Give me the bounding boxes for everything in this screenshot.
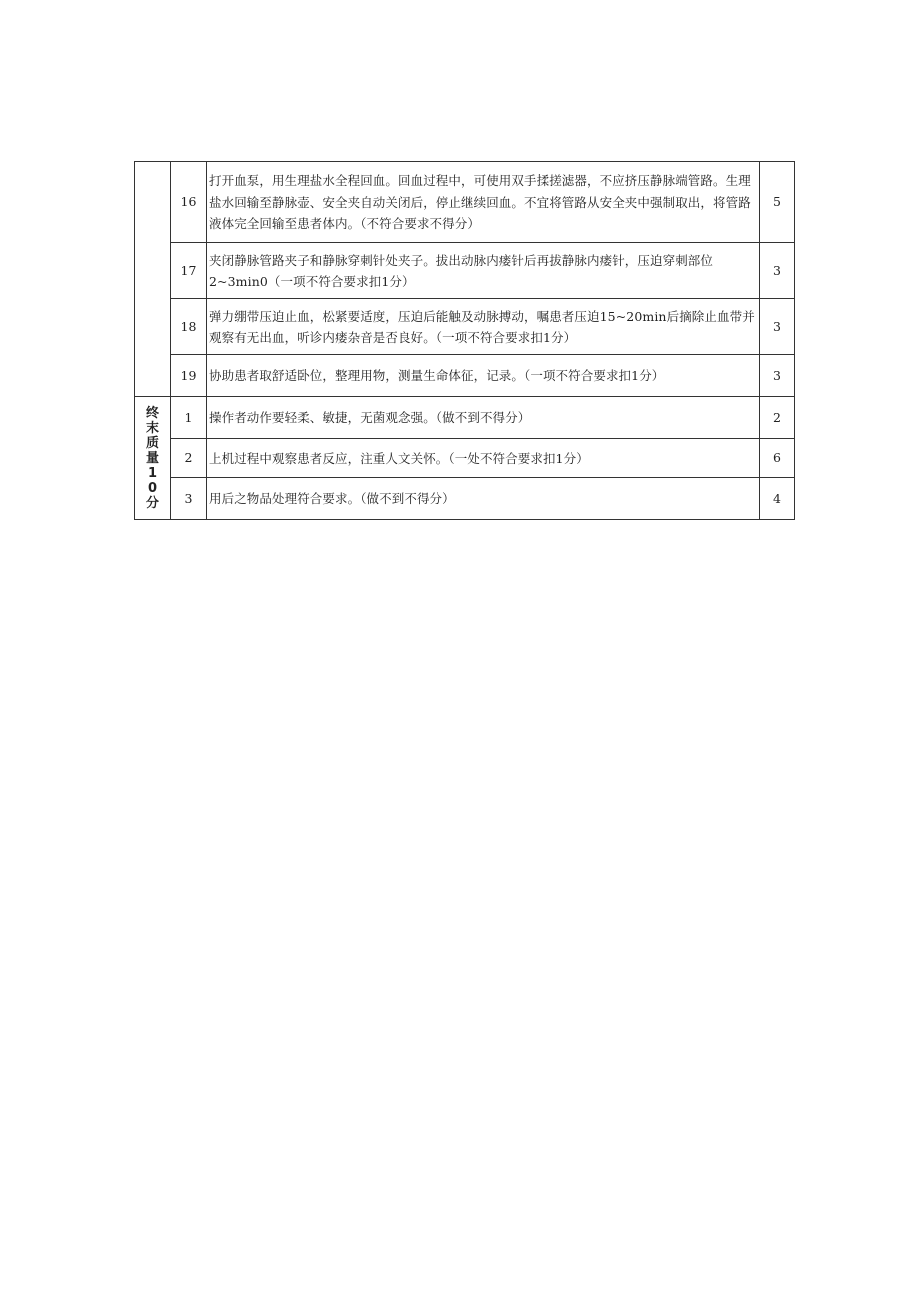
- item-description: 协助患者取舒适卧位，整理用物，测量生命体征，记录。（一项不符合要求扣1分）: [207, 355, 760, 397]
- table-row: [135, 478, 795, 520]
- item-description: 夹闭静脉管路夹子和静脉穿刺针处夹子。拔出动脉内瘘针后再拔静脉内瘘针，压迫穿刺部位2~3min0（一项不符合要求扣1分）: [207, 243, 760, 299]
- process-category-cell: [135, 162, 171, 397]
- item-score: 5: [760, 162, 795, 243]
- scoring-table: [134, 161, 795, 520]
- item-score: 6: [760, 439, 795, 478]
- item-number: 1: [171, 397, 207, 439]
- table-row: [135, 162, 795, 243]
- table-row: [135, 355, 795, 397]
- item-number: 17: [171, 243, 207, 299]
- item-number: 16: [171, 162, 207, 243]
- item-score: 3: [760, 299, 795, 355]
- table-row: [135, 439, 795, 478]
- item-score: 3: [760, 355, 795, 397]
- item-number: 2: [171, 439, 207, 478]
- item-number: 3: [171, 478, 207, 520]
- item-number: 18: [171, 299, 207, 355]
- item-description: 弹力绷带压迫止血，松紧要适度，压迫后能触及动脉搏动，嘱患者压迫15~20min后摘除止血带并观察有无出血，听诊内瘘杂音是否良好。（一项不符合要求扣1分）: [207, 299, 760, 355]
- item-description: 上机过程中观察患者反应，注重人文关怀。（一处不符合要求扣1分）: [207, 439, 760, 478]
- item-score: 4: [760, 478, 795, 520]
- table-row: [135, 397, 795, 439]
- final-quality-category-cell: [135, 397, 171, 520]
- table-row: [135, 243, 795, 299]
- item-score: 2: [760, 397, 795, 439]
- item-description: 用后之物品处理符合要求。（做不到不得分）: [207, 478, 760, 520]
- item-number: 19: [171, 355, 207, 397]
- table-row: [135, 299, 795, 355]
- item-score: 3: [760, 243, 795, 299]
- item-description: 打开血泵，用生理盐水全程回血。回血过程中，可使用双手揉搓滤器，不应挤压静脉端管路。生理盐水回输至静脉壶、安全夹自动关闭后，停止继续回血。不宜将管路从安全夹中强制取出，将管路液体完全回输至患者体内。（不符合要求不得分）: [207, 162, 760, 243]
- final-quality-label: 终末质量10分: [145, 405, 159, 511]
- item-description: 操作者动作要轻柔、敏捷，无菌观念强。（做不到不得分）: [207, 397, 760, 439]
